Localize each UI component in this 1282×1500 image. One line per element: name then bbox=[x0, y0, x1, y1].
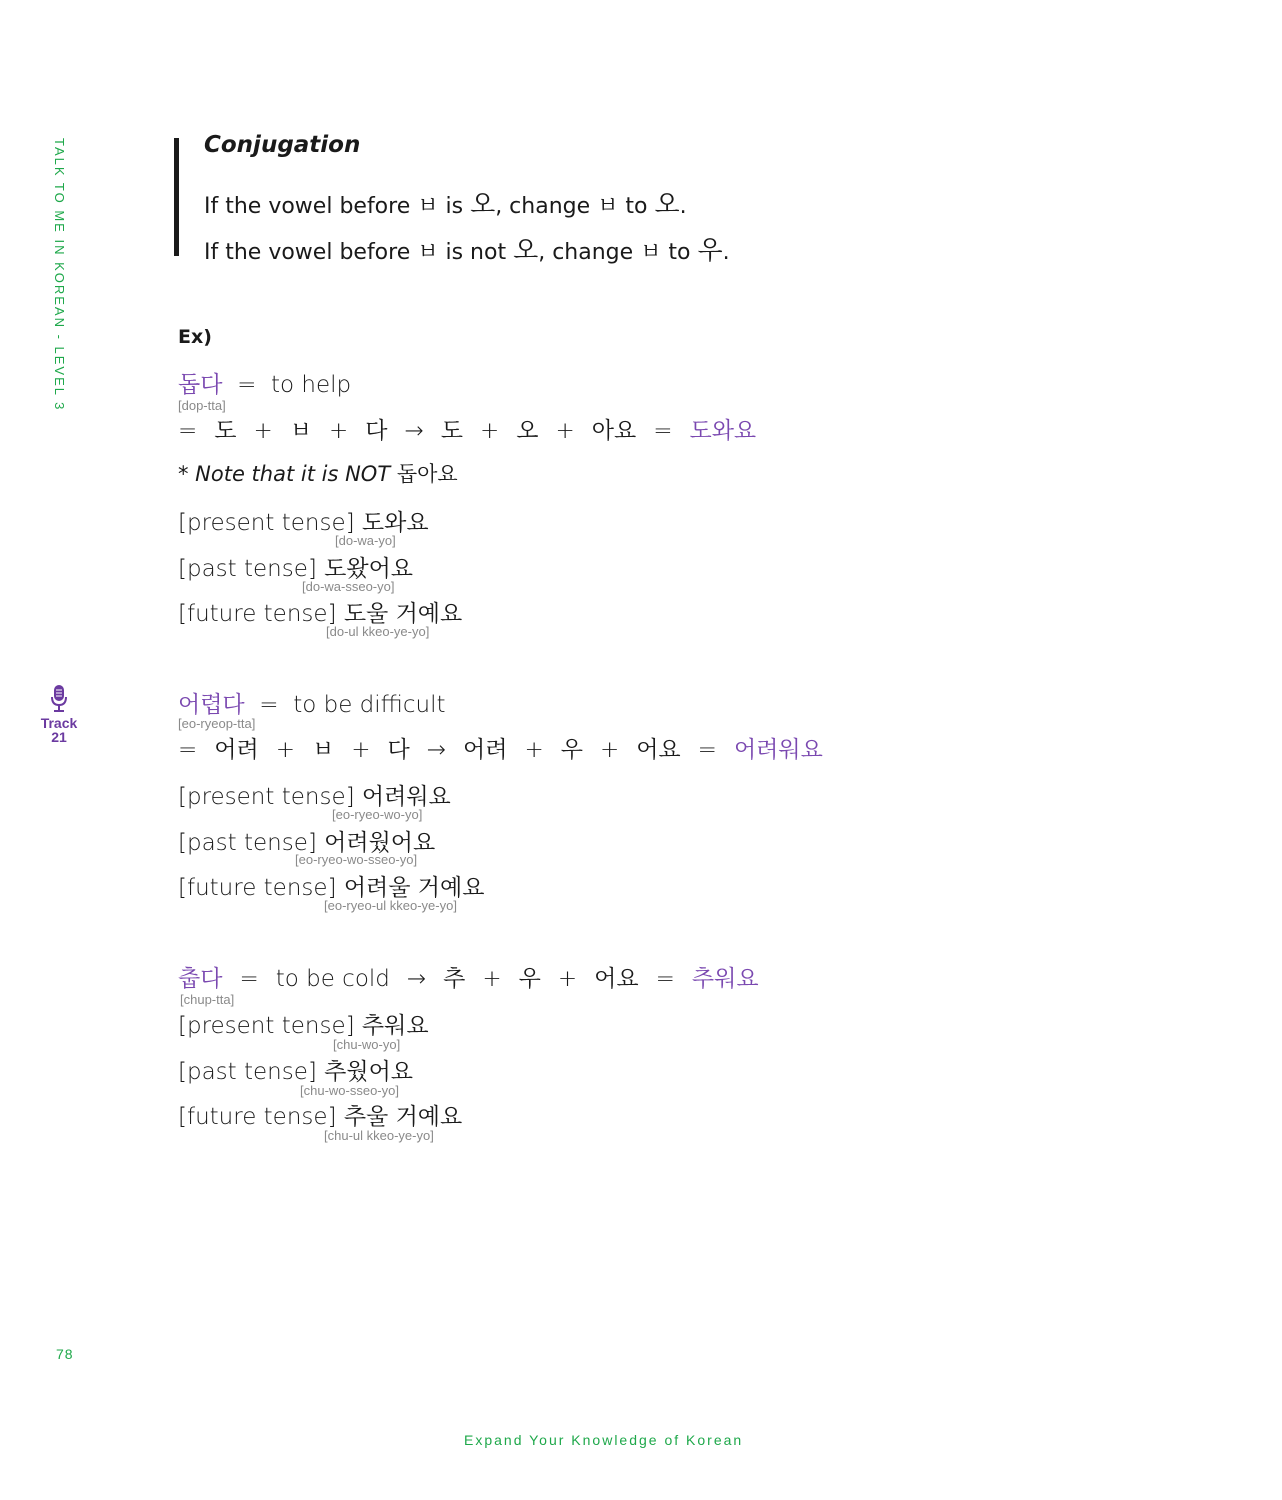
formula-token: + bbox=[599, 737, 620, 763]
rule-text: ㅂ bbox=[417, 240, 439, 265]
formula-result: 도와요 bbox=[689, 418, 757, 444]
headword-romanization: [eo-ryeop-tta] bbox=[178, 716, 256, 731]
tense-label: [present tense] bbox=[178, 510, 355, 536]
rule-vowel: 오 bbox=[470, 190, 496, 220]
rule-text: . bbox=[722, 240, 730, 265]
formula-token: + bbox=[482, 966, 502, 992]
formula-token: + bbox=[480, 418, 500, 444]
tense-label: [present tense] bbox=[178, 784, 355, 810]
track-marker[interactable] bbox=[36, 684, 82, 744]
formula-token: ㅂ bbox=[312, 737, 335, 763]
side-running-title: TALK TO ME IN KOREAN - LEVEL 3 bbox=[52, 138, 67, 412]
formula-token: 도 bbox=[214, 418, 237, 444]
formula-token: = bbox=[178, 418, 198, 444]
example-1-headword bbox=[178, 366, 351, 399]
formula-token: 아요 bbox=[591, 418, 637, 444]
example-1-note bbox=[178, 458, 458, 488]
formula-token: 어려 bbox=[214, 737, 259, 763]
formula-token: 도 bbox=[440, 418, 463, 444]
track-label: Track bbox=[40, 715, 78, 731]
meaning: to be difficult bbox=[293, 692, 446, 718]
tense-label: [future tense] bbox=[178, 1104, 337, 1130]
formula-token: 다 bbox=[387, 737, 410, 763]
rule-text: ㅂ bbox=[597, 194, 619, 219]
note-text: * Note that it is NOT bbox=[178, 462, 397, 486]
equals-sign: = bbox=[239, 966, 259, 992]
tense-label: [past tense] bbox=[178, 1059, 317, 1085]
rule-vowel: 오 bbox=[513, 236, 539, 266]
tense-form: 어려워요 bbox=[361, 784, 451, 810]
tense-form: 도와요 bbox=[361, 510, 429, 536]
formula-token: = bbox=[655, 966, 675, 992]
tense-form: 추워요 bbox=[361, 1013, 429, 1039]
formula-token: → bbox=[404, 418, 424, 444]
tense-romanization: [do-wa-sseo-yo] bbox=[302, 579, 395, 594]
tense-romanization: [do-wa-yo] bbox=[335, 533, 396, 548]
tense-label: [future tense] bbox=[178, 875, 337, 901]
rule-text: ㅂ bbox=[417, 194, 439, 219]
rule-text: , change bbox=[495, 194, 598, 219]
conjugation-bar bbox=[174, 138, 179, 256]
rule-text: is not bbox=[438, 240, 514, 265]
formula-token: 추 bbox=[443, 966, 466, 992]
equals-sign: = bbox=[259, 692, 279, 718]
rule-vowel: 우 bbox=[697, 236, 723, 266]
formula-token: = bbox=[697, 737, 717, 763]
headword-romanization: [chup-tta] bbox=[180, 992, 235, 1007]
tense-romanization: [do-ul kkeo-ye-yo] bbox=[326, 624, 430, 639]
formula-token: + bbox=[351, 737, 371, 763]
tense-form: 도울 거예요 bbox=[343, 601, 463, 627]
headword-romanization: [dop-tta] bbox=[178, 398, 226, 413]
tense-romanization: [eo-ryeo-ul kkeo-ye-yo] bbox=[324, 898, 457, 913]
tense-romanization: [eo-ryeo-wo-yo] bbox=[332, 807, 423, 822]
conjugation-rule-2 bbox=[204, 230, 730, 267]
formula-token: + bbox=[555, 418, 575, 444]
rule-text: to bbox=[661, 240, 698, 265]
rule-text: to bbox=[618, 194, 655, 219]
tense-row bbox=[178, 1098, 462, 1131]
rule-vowel: 오 bbox=[654, 190, 680, 220]
tense-romanization: [chu-wo-yo] bbox=[333, 1037, 401, 1052]
headword: 춥다 bbox=[178, 966, 223, 992]
formula-token: 어요 bbox=[636, 737, 681, 763]
ex-label: Ex) bbox=[178, 326, 212, 348]
example-2-headword bbox=[178, 686, 446, 719]
formula-token: 오 bbox=[516, 418, 539, 444]
tense-romanization: [chu-wo-sseo-yo] bbox=[300, 1083, 399, 1098]
formula-token: 우 bbox=[518, 966, 541, 992]
meaning: to help bbox=[270, 372, 352, 398]
formula-token: + bbox=[524, 737, 544, 763]
tense-form: 추울 거예요 bbox=[343, 1104, 463, 1130]
formula-token: + bbox=[329, 418, 349, 444]
tense-romanization: [eo-ryeo-wo-sseo-yo] bbox=[295, 852, 418, 867]
formula-token: + bbox=[253, 418, 273, 444]
formula-token: → bbox=[406, 966, 427, 992]
tense-label: [future tense] bbox=[178, 601, 337, 627]
tense-form: 추웠어요 bbox=[324, 1059, 414, 1085]
formula-token: + bbox=[275, 737, 295, 763]
tense-form: 어려웠어요 bbox=[324, 830, 436, 856]
conjugation-title: Conjugation bbox=[204, 132, 361, 158]
meaning: to be cold bbox=[275, 966, 390, 992]
headword: 돕다 bbox=[178, 372, 223, 398]
formula-token: = bbox=[178, 737, 198, 763]
tense-row bbox=[178, 1053, 413, 1086]
tense-form: 어려울 거예요 bbox=[343, 875, 485, 901]
page-number: 78 bbox=[56, 1346, 74, 1362]
rule-text: is bbox=[438, 194, 471, 219]
formula-token: 어려 bbox=[463, 737, 508, 763]
formula-result: 추워요 bbox=[691, 966, 759, 992]
track-number: 21 bbox=[51, 729, 67, 745]
formula-token: 어요 bbox=[594, 966, 639, 992]
tense-form: 도왔어요 bbox=[324, 556, 414, 582]
rule-text: ㅂ bbox=[640, 240, 662, 265]
conjugation-rule-1 bbox=[204, 184, 687, 221]
footer-title: Expand Your Knowledge of Korean bbox=[464, 1432, 744, 1448]
microphone-icon bbox=[50, 684, 68, 714]
formula-token: = bbox=[653, 418, 673, 444]
formula-token: 우 bbox=[560, 737, 583, 763]
tense-label: [past tense] bbox=[178, 556, 317, 582]
rule-text: , change bbox=[538, 240, 641, 265]
rule-text: If the vowel before bbox=[204, 240, 418, 265]
formula-token: → bbox=[426, 737, 446, 763]
equals-sign: = bbox=[237, 372, 257, 398]
tense-romanization: [chu-ul kkeo-ye-yo] bbox=[324, 1128, 434, 1143]
example-1-formula bbox=[178, 412, 773, 445]
note-korean: 돕아요 bbox=[396, 462, 458, 486]
rule-text: If the vowel before bbox=[204, 194, 418, 219]
headword: 어렵다 bbox=[178, 692, 245, 718]
tense-label: [present tense] bbox=[178, 1013, 355, 1039]
formula-token: + bbox=[557, 966, 578, 992]
formula-result: 어려워요 bbox=[733, 737, 823, 763]
example-2-formula bbox=[178, 731, 840, 764]
example-3-headword bbox=[178, 960, 776, 993]
formula-token: 다 bbox=[365, 418, 388, 444]
tense-label: [past tense] bbox=[178, 830, 317, 856]
formula-token: ㅂ bbox=[289, 418, 312, 444]
tense-row bbox=[178, 1007, 429, 1040]
rule-text: . bbox=[679, 194, 687, 219]
